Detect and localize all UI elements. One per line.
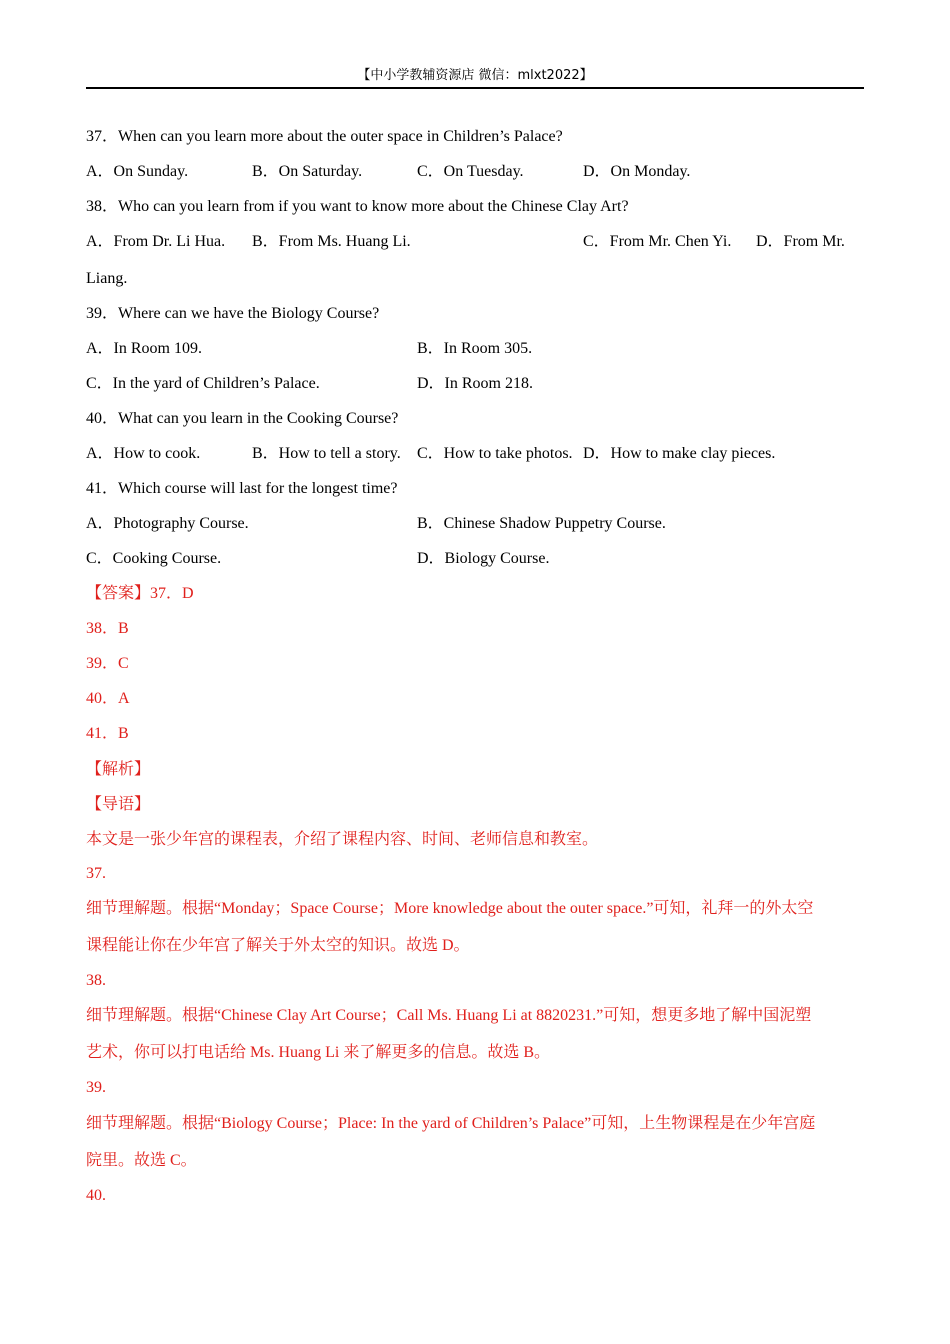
question-37-option-d: D．On Monday. xyxy=(583,163,691,180)
analysis-38-line-1: 细节理解题。根据“Chinese Clay Art Course；Call Ms. Huang Li at 8820231.”可知，想更多地了解中国泥塑 xyxy=(86,1007,812,1024)
analysis-37-line-2: 课程能让你在少年宫了解关于外太空的知识。故选 D。 xyxy=(86,937,470,954)
analysis-38-number: 38. xyxy=(86,972,106,989)
question-38-option-d: D．From Mr. xyxy=(756,233,845,250)
guide-text: 本文是一张少年宫的课程表，介绍了课程内容、时间、老师信息和教室。 xyxy=(86,831,599,848)
question-39-option-d: D．In Room 218. xyxy=(417,375,534,392)
question-39-option-c: C．In the yard of Children’s Palace. xyxy=(86,375,320,392)
question-40-option-b: B．How to tell a story. xyxy=(252,445,401,462)
question-41-option-b: B．Chinese Shadow Puppetry Course. xyxy=(417,515,666,532)
question-37-option-c: C．On Tuesday. xyxy=(417,163,524,180)
question-41-option-d: D．Biology Course. xyxy=(417,550,550,567)
header-divider xyxy=(86,87,864,89)
analysis-39-line-2: 院里。故选 C。 xyxy=(86,1152,197,1169)
analysis-39-line-1: 细节理解题。根据“Biology Course；Place: In the yard of Children’s Palace”可知，上生物课程是在少年宫庭 xyxy=(86,1115,816,1132)
question-38-option-b: B．From Ms. Huang Li. xyxy=(252,233,411,250)
guide-heading: 【导语】 xyxy=(86,796,151,813)
question-41-stem: 41．Which course will last for the longest time? xyxy=(86,480,398,497)
question-38-option-a: A．From Dr. Li Hua. xyxy=(86,233,226,250)
question-41-options-row2 xyxy=(86,548,864,570)
question-38-options xyxy=(86,231,864,253)
question-39-options-row2 xyxy=(86,373,864,395)
answer-38: 38．B xyxy=(86,620,129,637)
question-37-option-a: A．On Sunday. xyxy=(86,163,189,180)
question-37-options xyxy=(86,161,864,183)
answer-41: 41．B xyxy=(86,725,129,742)
question-39-stem: 39．Where can we have the Biology Course? xyxy=(86,305,380,322)
analysis-40-number: 40. xyxy=(86,1187,106,1204)
question-39-option-b: B．In Room 305. xyxy=(417,340,533,357)
question-40-option-c: C．How to take photos. xyxy=(417,445,573,462)
question-38-option-d-wrap: Liang. xyxy=(86,270,128,287)
question-41-option-a: A．Photography Course. xyxy=(86,515,249,532)
page-header: 【中小学教辅资源店 微信：mlxt2022】 xyxy=(357,68,593,83)
answer-key-heading: 【答案】37．D xyxy=(86,585,194,602)
question-38-stem: 38．Who can you learn from if you want to know more about the Chinese Clay Art? xyxy=(86,198,629,215)
question-38-option-c: C．From Mr. Chen Yi. xyxy=(583,233,732,250)
question-41-options-row1 xyxy=(86,513,864,535)
analysis-39-number: 39. xyxy=(86,1079,106,1096)
question-40-stem: 40．What can you learn in the Cooking Course? xyxy=(86,410,399,427)
analysis-heading: 【解析】 xyxy=(86,761,151,778)
analysis-37-line-1: 细节理解题。根据“Monday；Space Course；More knowledge about the outer space.”可知，礼拜一的外太空 xyxy=(86,900,814,917)
answer-39: 39．C xyxy=(86,655,129,672)
question-39-option-a: A．In Room 109. xyxy=(86,340,203,357)
answer-40: 40．A xyxy=(86,690,130,707)
question-41-option-c: C．Cooking Course. xyxy=(86,550,222,567)
question-40-option-d: D．How to make clay pieces. xyxy=(583,445,776,462)
question-40-options xyxy=(86,443,864,465)
question-40-option-a: A．How to cook. xyxy=(86,445,201,462)
question-37-option-b: B．On Saturday. xyxy=(252,163,363,180)
question-39-options-row1 xyxy=(86,338,864,360)
analysis-38-line-2: 艺术，你可以打电话给 Ms. Huang Li 来了解更多的信息。故选 B。 xyxy=(86,1044,551,1061)
analysis-37-number: 37. xyxy=(86,865,106,882)
question-37-stem: 37．When can you learn more about the outer space in Children’s Palace? xyxy=(86,128,563,145)
